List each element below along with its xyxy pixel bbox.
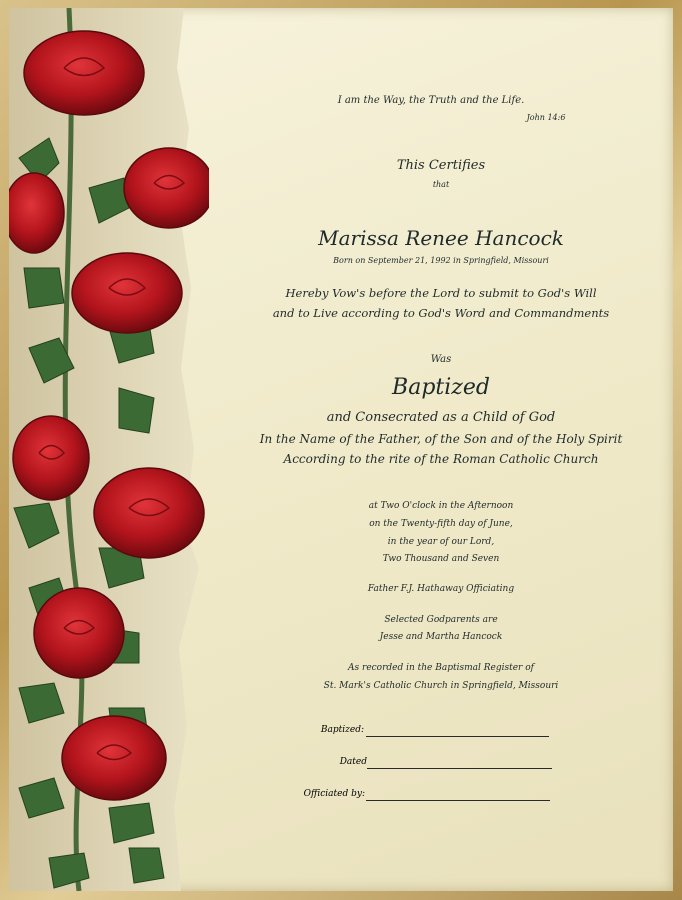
birth-info: Born on September 21, 1992 in Springfield, Missouri [333, 256, 549, 265]
register-line-1: As recorded in the Baptismal Register of [348, 663, 534, 673]
certificate-paper [9, 8, 673, 891]
dated-signature-line[interactable] [367, 758, 552, 769]
officiated-label: Officiated by: [303, 789, 365, 799]
baptized-title: Baptized [392, 375, 490, 400]
verse-reference: John 14:6 [526, 113, 566, 122]
baptized-signature-line[interactable] [366, 726, 549, 737]
this-certifies: This Certifies [396, 158, 486, 173]
time-line-1: at Two O'clock in the Afternoon [368, 501, 514, 511]
baptized-label: Baptized: [320, 725, 364, 735]
rose-ivy-border [9, 8, 209, 891]
rite-line: According to the rite of the Roman Catholic Church [283, 452, 599, 466]
dated-label: Dated [339, 757, 367, 767]
time-line-4: Two Thousand and Seven [382, 554, 500, 564]
vow-line-2: and to Live according to God's Word and Commandments [272, 306, 610, 320]
time-line-2: on the Twenty-fifth day of June, [369, 519, 513, 529]
officiant-text: Father F.J. Hathaway Officiating [367, 584, 515, 594]
register-line-2: St. Mark's Catholic Church in Springfield, Missouri [323, 681, 559, 691]
that-text: that [432, 180, 450, 189]
godparents-line-1: Selected Godparents are [384, 615, 498, 625]
consecrated-line: and Consecrated as a Child of God [326, 410, 556, 425]
trinity-line: In the Name of the Father, of the Son and of the Holy Spirit [259, 432, 623, 446]
recipient-name: Marissa Renee Hancock [318, 226, 564, 250]
verse-text: I am the Way, the Truth and the Life. [337, 95, 525, 106]
time-line-3: in the year of our Lord, [387, 537, 495, 547]
rose-border-illustration [9, 8, 209, 891]
officiated-signature-line[interactable] [366, 790, 550, 801]
godparents-line-2: Jesse and Martha Hancock [379, 632, 503, 642]
vow-line-1: Hereby Vow's before the Lord to submit to God's Will [285, 286, 597, 300]
was-text: Was [430, 354, 452, 365]
